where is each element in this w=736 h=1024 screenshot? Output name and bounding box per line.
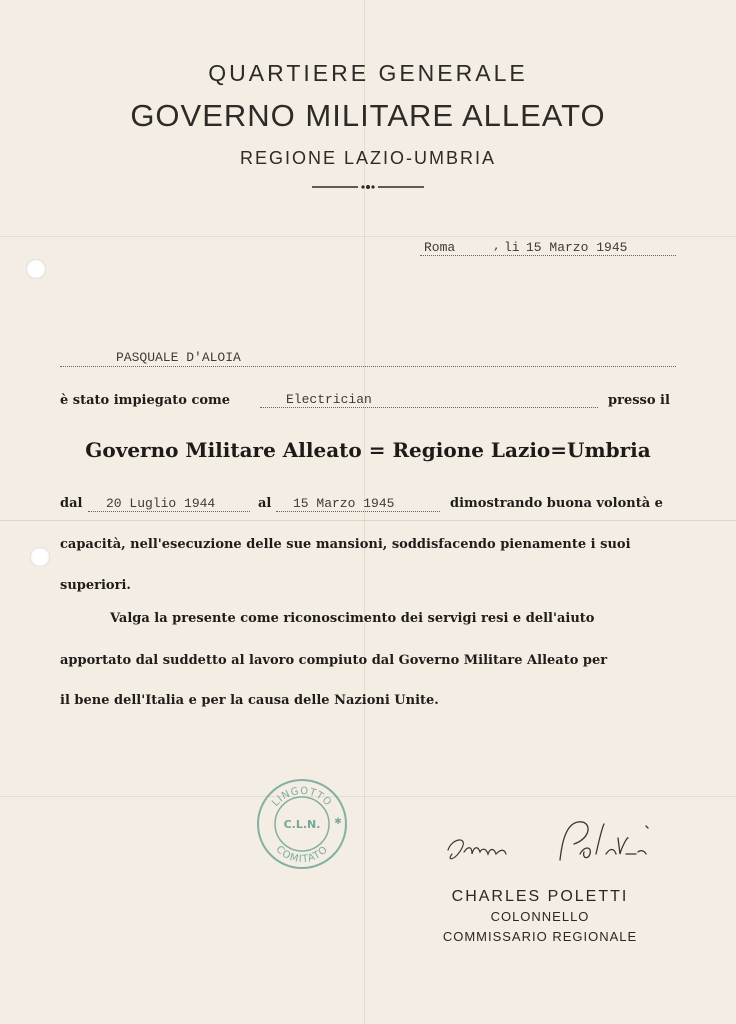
fold-crease <box>0 236 736 237</box>
body-line: apportato dal suddetto al lavoro compiuto dal Governo Militare Alleato per <box>60 653 608 668</box>
svg-text:✱: ✱ <box>334 817 342 827</box>
date-li: li <box>504 240 520 255</box>
dal-label: dal <box>60 496 83 511</box>
cln-stamp <box>254 776 350 872</box>
divider-ornament <box>312 183 424 191</box>
fold-crease <box>0 796 736 797</box>
signatory-role: COMMISSARIO REGIONALE <box>442 929 638 944</box>
start-date: 20 Luglio 1944 <box>106 496 216 511</box>
stamp-top-text: LINGOTTO <box>270 785 334 809</box>
employee-name: PASQUALE D'ALOIA <box>116 350 241 365</box>
stamp-center-text: C.L.N. <box>283 818 321 831</box>
signatory-name: CHARLES POLETTI <box>451 888 629 905</box>
fold-crease <box>0 520 736 521</box>
punch-hole <box>30 547 50 567</box>
date-city: Roma <box>424 240 456 255</box>
presso-label: presso il <box>608 393 670 408</box>
signatory-rank: COLONNELLO <box>490 909 590 924</box>
header-line-1: QUARTIERE GENERALE <box>208 60 528 86</box>
employed-as-label: è stato impiegato come <box>60 393 231 408</box>
period-tail: dimostrando buona volontà e <box>450 496 663 511</box>
date-separator: , <box>494 238 499 253</box>
body-line: Valga la presente come riconoscimento dei servigi resi e dell'aiuto <box>110 611 595 626</box>
body-line: il bene dell'Italia e per la causa delle Nazioni Unite. <box>60 693 439 708</box>
header-line-3: REGIONE LAZIO-UMBRIA <box>239 148 497 168</box>
date-value: 15 Marzo 1945 <box>526 240 628 255</box>
end-date: 15 Marzo 1945 <box>293 496 395 511</box>
signature <box>442 816 674 876</box>
header-line-2: GOVERNO MILITARE ALLEATO <box>130 98 606 133</box>
body-line: capacità, nell'esecuzione delle sue mansioni, soddisfacendo pienamente i suoi <box>60 537 631 552</box>
organization-line: Governo Militare Alleato = Regione Lazio=Umbria <box>85 438 651 462</box>
punch-hole <box>26 259 46 279</box>
al-label: al <box>258 496 272 511</box>
employee-role: Electrician <box>286 392 372 407</box>
stamp-bottom-text: COMITATO <box>273 843 331 866</box>
body-line: superiori. <box>60 578 131 593</box>
